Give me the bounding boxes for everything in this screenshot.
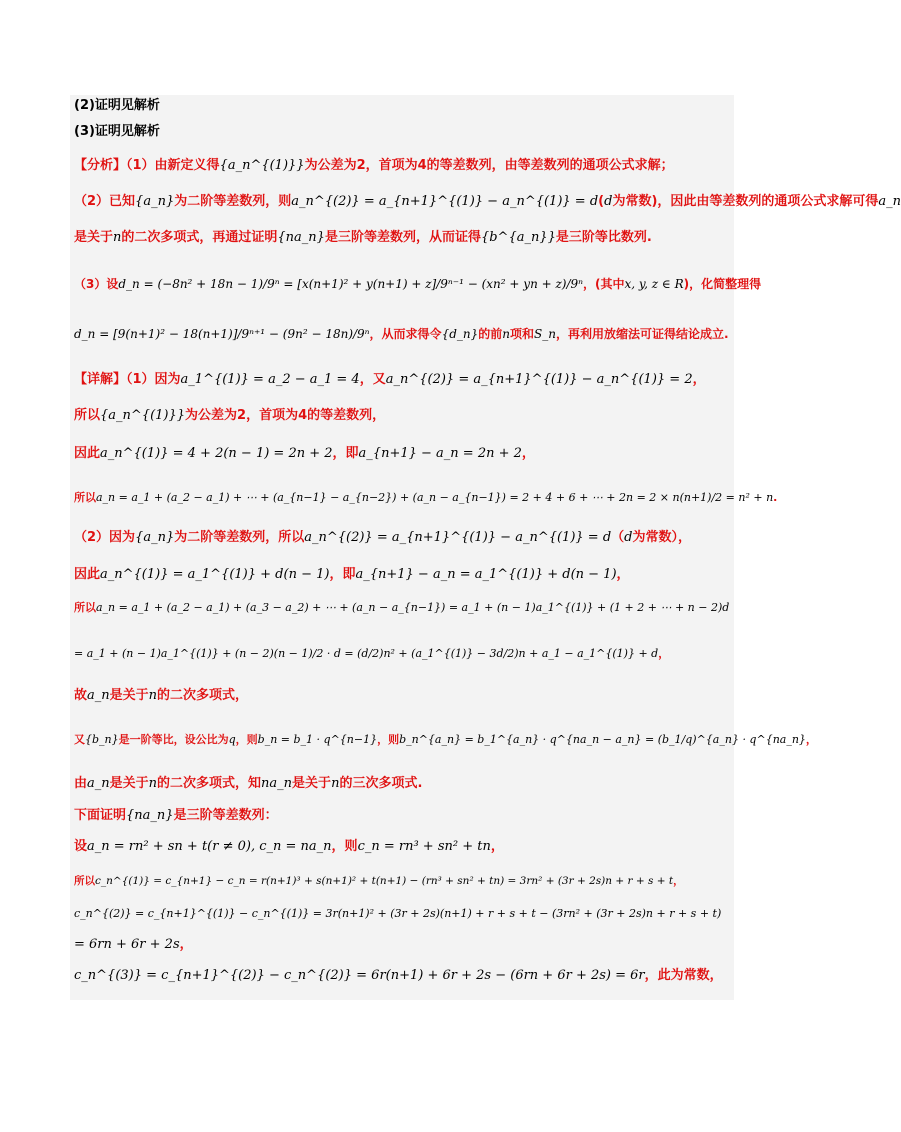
solution-line-1: 【详解】（1）因为a_1^{(1)} = a_2 − a_1 = 4，又a_n^{(2)} = a_{n+1}^{(1)} − a_n^{(1)} = 2， <box>74 372 706 387</box>
analysis-line-4: （3）设d_n = (−8n² + 18n − 1)/9ⁿ = [x(n+1)² + y(n+1) + z]/9ⁿ⁻¹ − (xn² + yn + z)/9ⁿ，(其中x, y, z ∈ R)，化简整理得 <box>74 277 762 291</box>
analysis-line-5: d_n = [9(n+1)² − 18(n+1)]/9ⁿ⁺¹ − (9n² − 18n)/9ⁿ，从而求得令{d_n}的前n项和S_n，再利用放缩法可证得结论成立. <box>74 327 729 341</box>
solution-line-4: 所以a_n = a_1 + (a_2 − a_1) + ⋯ + (a_{n−1} − a_{n−2}) + (a_n − a_{n−1}) = 2 + 4 + 6 + ⋯ + 2n = 2 × n(n+1)/2 = n² + n. <box>74 491 778 504</box>
solution-line-2: 所以{a_n^{(1)}}为公差为2，首项为4的等差数列， <box>74 408 386 423</box>
solution-line-13: 设a_n = rn² + sn + t(r ≠ 0), c_n = na_n，则c_n = rn³ + sn² + tn， <box>74 839 504 854</box>
solution-line-6: 因此a_n^{(1)} = a_1^{(1)} + d(n − 1)，即a_{n+1} − a_n = a_1^{(1)} + d(n − 1)， <box>74 567 630 582</box>
analysis-line-1: 【分析】（1）由新定义得{a_n^{(1)}}为公差为2，首项为4的等差数列，由等差数列的通项公式求解； <box>74 158 674 173</box>
solution-line-10: 又{b_n}是一阶等比，设公比为q，则b_n = b_1 · q^{n−1}，则b_n^{a_n} = b_1^{a_n} · q^{na_n − a_n} = (b_1/q)^{a_n} · q^{na_n}， <box>74 733 817 746</box>
solution-line-17: c_n^{(3)} = c_{n+1}^{(2)} − c_n^{(2)} = 6r(n+1) + 6r + 2s − (6rn + 6r + 2s) = 6r，此为常数， <box>74 968 723 983</box>
solution-line-15: c_n^{(2)} = c_{n+1}^{(1)} − c_n^{(1)} = 3r(n+1)² + (3r + 2s)(n+1) + r + s + t − (3rn² + (3r + 2s)n + r + s + t) <box>74 907 722 920</box>
solution-line-5: （2）因为{a_n}为二阶等差数列，所以a_n^{(2)} = a_{n+1}^{(1)} − a_n^{(1)} = d（d为常数）， <box>74 530 692 545</box>
solution-line-12: 下面证明{na_n}是三阶等差数列： <box>74 808 278 823</box>
solution-line-14: 所以c_n^{(1)} = c_{n+1} − c_n = r(n+1)³ + s(n+1)² + t(n+1) − (rn³ + sn² + tn) = 3rn² + (3r + 2s)n + r + s + t， <box>74 875 684 887</box>
analysis-line-3: 是关于n的二次多项式，再通过证明{na_n}是三阶等差数列，从而证得{b^{a_n}}是三阶等比数列. <box>74 230 652 245</box>
solution-line-7: 所以a_n = a_1 + (a_2 − a_1) + (a_3 − a_2) + ⋯ + (a_n − a_{n−1}) = a_1 + (n − 1)a_1^{(1)} + (1 + 2 + ⋯ + n − 2)d <box>74 601 730 614</box>
solution-line-9: 故a_n是关于n的二次多项式， <box>74 688 249 703</box>
solution-line-16: = 6rn + 6r + 2s， <box>74 937 193 952</box>
solution-line-3: 因此a_n^{(1)} = 4 + 2(n − 1) = 2n + 2，即a_{n+1} − a_n = 2n + 2， <box>74 446 535 461</box>
solution-line-11: 由a_n是关于n的二次多项式，知na_n是关于n的三次多项式. <box>74 776 423 791</box>
solution-line-8: = a_1 + (n − 1)a_1^{(1)} + (n − 2)(n − 1)/2 · d = (d/2)n² + (a_1^{(1)} − 3d/2)n + a_1 − a_1^{(1)} + d， <box>74 647 670 660</box>
answer-part-2: (2)证明见解析 <box>74 98 160 113</box>
analysis-line-2: （2）已知{a_n}为二阶等差数列，则a_n^{(2)} = a_{n+1}^{(1)} − a_n^{(1)} = d(d为常数)，因此由等差数列的通项公式求解可得a_n <box>74 194 901 209</box>
answer-part-3: (3)证明见解析 <box>74 124 160 139</box>
